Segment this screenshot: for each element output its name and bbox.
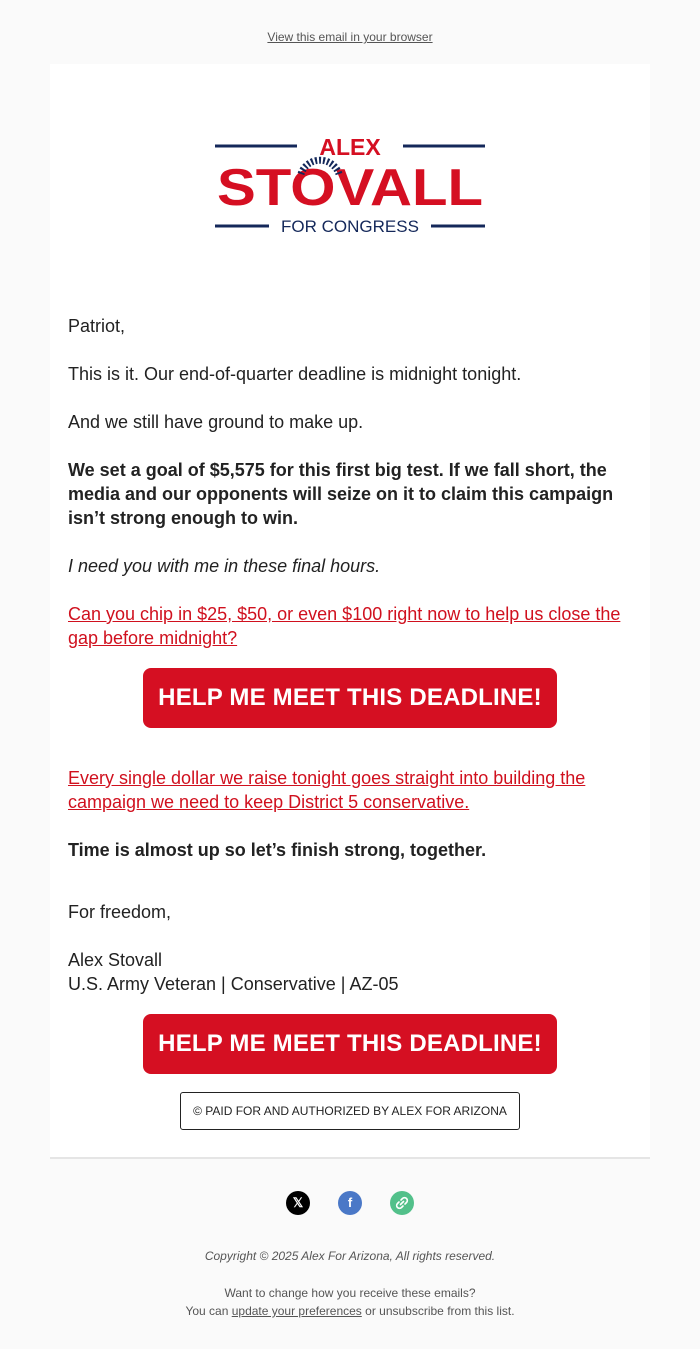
preferences-prefix: You can	[185, 1304, 232, 1318]
deadline-button-top[interactable]: HELP ME MEET THIS DEADLINE!	[143, 668, 557, 728]
paragraph-goal: We set a goal of $5,575 for this first big test. If we fall short, the media and our opponents will seize on it to claim this campaign isn’t strong enough to win.	[68, 460, 614, 528]
preferences-line	[0, 1304, 700, 1318]
signature-name: Alex Stovall	[68, 950, 163, 970]
copyright-text: Copyright © 2025 Alex For Arizona, All rights reserved.	[204, 1249, 496, 1263]
campaign-logo	[213, 134, 487, 240]
paragraph-ground: And we still have ground to make up.	[68, 412, 364, 432]
logo-line-2: STOVALL	[217, 159, 483, 217]
facebook-icon[interactable]: f	[338, 1191, 362, 1215]
every-dollar-link[interactable]: Every single dollar we raise tonight goes straight into building the campaign we need to keep District 5 conservative.	[68, 768, 586, 812]
preferences-prompt: Want to change how you receive these emails?	[224, 1286, 476, 1300]
every-dollar-paragraph	[68, 766, 630, 814]
paid-for-disclaimer: © PAID FOR AND AUTHORIZED BY ALEX FOR ARIZONA	[180, 1092, 520, 1130]
signature-title: U.S. Army Veteran | Conservative | AZ-05	[68, 974, 399, 994]
email-card	[50, 64, 650, 1159]
greeting: Patriot,	[68, 316, 126, 336]
closing: For freedom,	[68, 902, 172, 922]
social-links	[0, 1191, 700, 1215]
donate-link-paragraph	[68, 602, 630, 650]
email-footer	[0, 1159, 700, 1349]
preferences-suffix: or unsubscribe from this list.	[361, 1304, 515, 1318]
update-preferences-link[interactable]: update your preferences	[231, 1304, 362, 1318]
view-in-browser-link[interactable]: View this email in your browser	[267, 30, 433, 44]
email-header	[0, 0, 700, 64]
paragraph-final-hours: I need you with me in these final hours.	[68, 556, 381, 576]
paragraph-deadline: This is it. Our end-of-quarter deadline is midnight tonight.	[68, 364, 522, 384]
logo-line-3: FOR CONGRESS	[281, 217, 419, 236]
logo-line-1: ALEX	[319, 134, 381, 160]
x-icon[interactable]: 𝕏	[286, 1191, 310, 1215]
link-icon[interactable]	[390, 1191, 414, 1215]
paragraph-finish-strong: Time is almost up so let’s finish strong, together.	[68, 840, 487, 860]
deadline-button-bottom[interactable]: HELP ME MEET THIS DEADLINE!	[143, 1014, 557, 1074]
chip-in-link[interactable]: Can you chip in $25, $50, or even $100 right now to help us close the gap before midnight?	[68, 604, 621, 648]
